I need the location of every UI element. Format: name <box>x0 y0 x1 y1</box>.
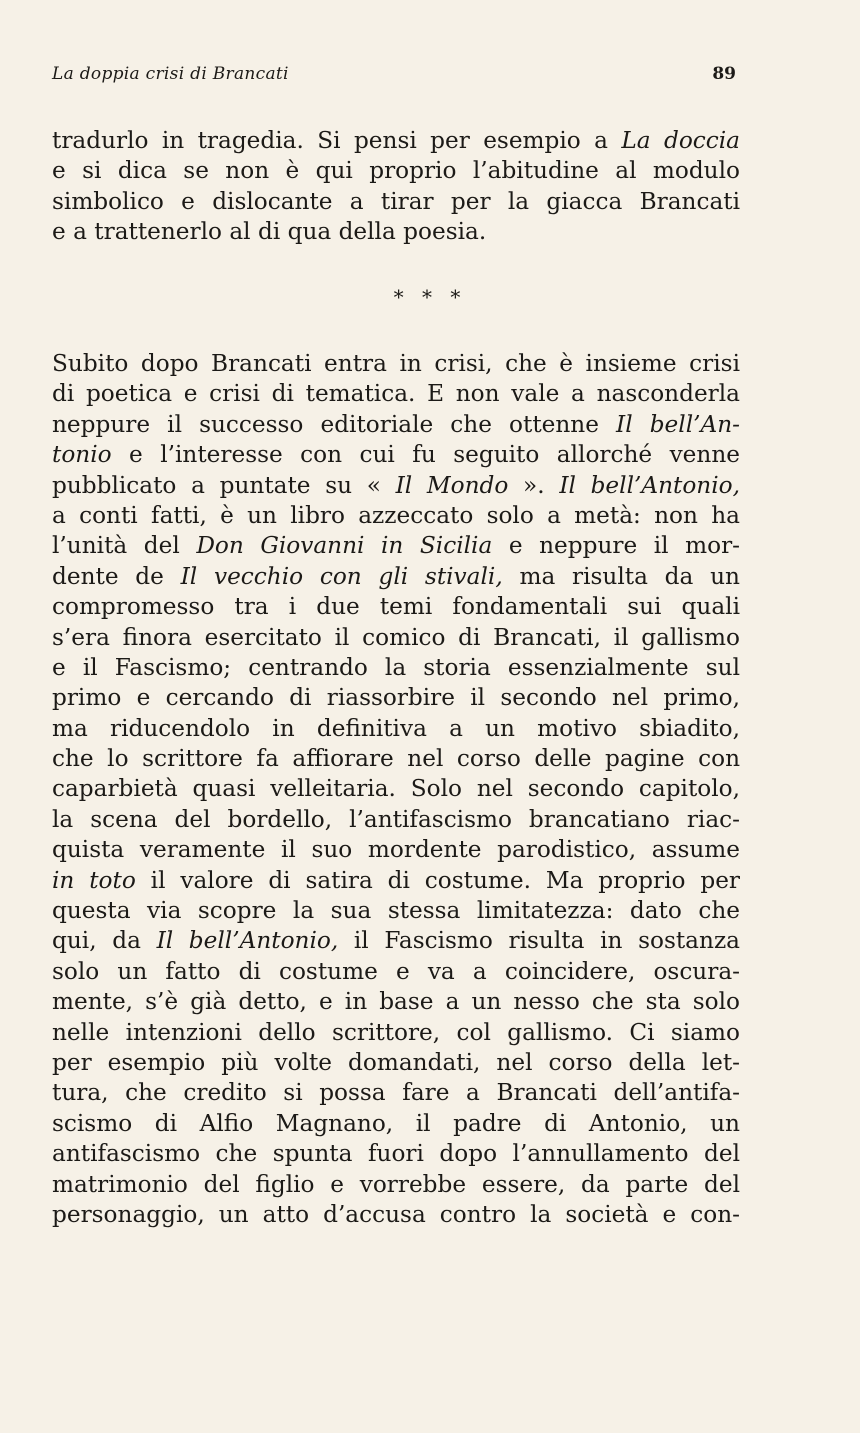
text-run: tura, che credito si possa fare a Brancati dell’antifa- <box>52 1079 740 1107</box>
text-line <box>52 1170 740 1200</box>
text-line <box>52 501 740 531</box>
text-run: a conti fatti, è un libro azzeccato solo a metà: non ha <box>52 501 740 529</box>
italic-title: in toto <box>52 866 136 894</box>
text-line <box>52 1200 740 1230</box>
text-line <box>52 896 740 926</box>
text-run: e il Fascismo; centrando la storia essenzialmente sul <box>52 653 740 681</box>
text-run: personaggio, un atto d’accusa contro la società e con- <box>52 1200 740 1228</box>
text-line <box>52 805 740 835</box>
text-line <box>52 835 740 865</box>
text-line <box>52 714 740 744</box>
text-line <box>52 379 740 409</box>
text-line <box>52 1109 740 1139</box>
paragraph-main <box>52 349 740 1230</box>
text-run: ma risulta da un <box>502 562 740 590</box>
text-line <box>52 156 740 186</box>
text-line <box>52 957 740 987</box>
text-line <box>52 440 740 470</box>
text-line <box>52 592 740 622</box>
paragraph-closing <box>52 126 740 248</box>
text-line <box>52 1048 740 1078</box>
text-run: pubblicato a puntate su « <box>52 471 396 499</box>
text-line <box>52 926 740 956</box>
text-run: il valore di satira di costume. Ma proprio per <box>135 866 740 894</box>
text-run: solo un fatto di costume e va a coincidere, oscura- <box>52 957 740 985</box>
text-line <box>52 744 740 774</box>
text-line <box>52 471 740 501</box>
section-separator: * * * <box>393 285 467 309</box>
text-line <box>52 866 740 896</box>
text-run: la scena del bordello, l’antifascismo brancatiano riac- <box>52 805 740 833</box>
text-line <box>52 562 740 592</box>
italic-title: Il bell’Antonio, <box>559 471 740 499</box>
text-run: nelle intenzioni dello scrittore, col gallismo. Ci siamo <box>52 1018 740 1046</box>
text-line <box>52 1139 740 1169</box>
text-line <box>52 349 740 379</box>
italic-title: Il Mondo <box>395 471 509 499</box>
text-run: mente, s’è già detto, e in base a un nesso che sta solo <box>52 988 740 1016</box>
text-line <box>52 531 740 561</box>
text-line <box>52 187 740 217</box>
text-run: caparbietà quasi velleitaria. Solo nel secondo capitolo, <box>52 775 740 803</box>
italic-title: Il vecchio con gli stivali, <box>180 562 503 590</box>
text-run: ». <box>508 471 560 499</box>
text-run: l’unità del <box>52 532 197 560</box>
text-run: e neppure il mor- <box>492 532 740 560</box>
italic-title: Il bell’Antonio, <box>156 927 339 955</box>
text-run: e a trattenerlo al di qua della poesia. <box>52 218 487 246</box>
text-run: dente de <box>52 562 181 590</box>
text-line <box>52 217 740 247</box>
text-run: matrimonio del figlio e vorrebbe essere, da parte del <box>52 1170 740 1198</box>
text-line <box>52 1078 740 1108</box>
text-line <box>52 410 740 440</box>
italic-title: Il bell’An- <box>616 410 740 438</box>
running-title: La doppia crisi di Brancati <box>52 64 289 84</box>
text-line <box>52 126 740 156</box>
text-run: e si dica se non è qui proprio l’abitudine al modulo <box>52 157 740 185</box>
text-run: primo e cercando di riassorbire il secondo nel primo, <box>52 684 740 712</box>
text-run: che lo scrittore fa affiorare nel corso delle pagine con <box>52 745 740 773</box>
text-run: di poetica e crisi di tematica. E non vale a nasconderla <box>52 380 740 408</box>
italic-title: Don Giovanni in Sicilia <box>196 532 493 560</box>
text-run: compromesso tra i due temi fondamentali sui quali <box>52 593 740 621</box>
text-run: il Fascismo risulta in sostanza <box>338 927 740 955</box>
text-line <box>52 774 740 804</box>
text-run: questa via scopre la sua stessa limitatezza: dato che <box>52 897 740 925</box>
text-run: scismo di Alfio Magnano, il padre di Antonio, un <box>52 1109 740 1137</box>
italic-title: tonio <box>52 441 112 469</box>
text-run: per esempio più volte domandati, nel corso della let- <box>52 1048 740 1076</box>
text-run: s’era finora esercitato il comico di Brancati, il gallismo <box>52 623 740 651</box>
text-run: tradurlo in tragedia. Si pensi per esempio a <box>52 127 622 154</box>
text-line <box>52 987 740 1017</box>
text-run: e l’interesse con cui fu seguito allorché venne <box>111 441 740 469</box>
italic-title: La doccia <box>621 127 740 154</box>
text-run: quista veramente il suo mordente parodistico, assume <box>52 836 740 864</box>
text-run: antifascismo che spunta fuori dopo l’annullamento del <box>52 1140 740 1168</box>
text-run: simbolico e dislocante a tirar per la giacca Brancati <box>52 187 740 215</box>
page-number: 89 <box>712 64 736 84</box>
text-run: ma riducendolo in definitiva a un motivo sbiadito, <box>52 714 740 742</box>
text-line <box>52 1018 740 1048</box>
page-header <box>52 64 736 90</box>
text-run: qui, da <box>52 927 157 955</box>
text-run: Subito dopo Brancati entra in crisi, che è insieme crisi <box>52 350 740 377</box>
text-line <box>52 683 740 713</box>
text-line <box>52 653 740 683</box>
text-run: neppure il successo editoriale che ottenne <box>52 410 617 438</box>
text-line <box>52 623 740 653</box>
